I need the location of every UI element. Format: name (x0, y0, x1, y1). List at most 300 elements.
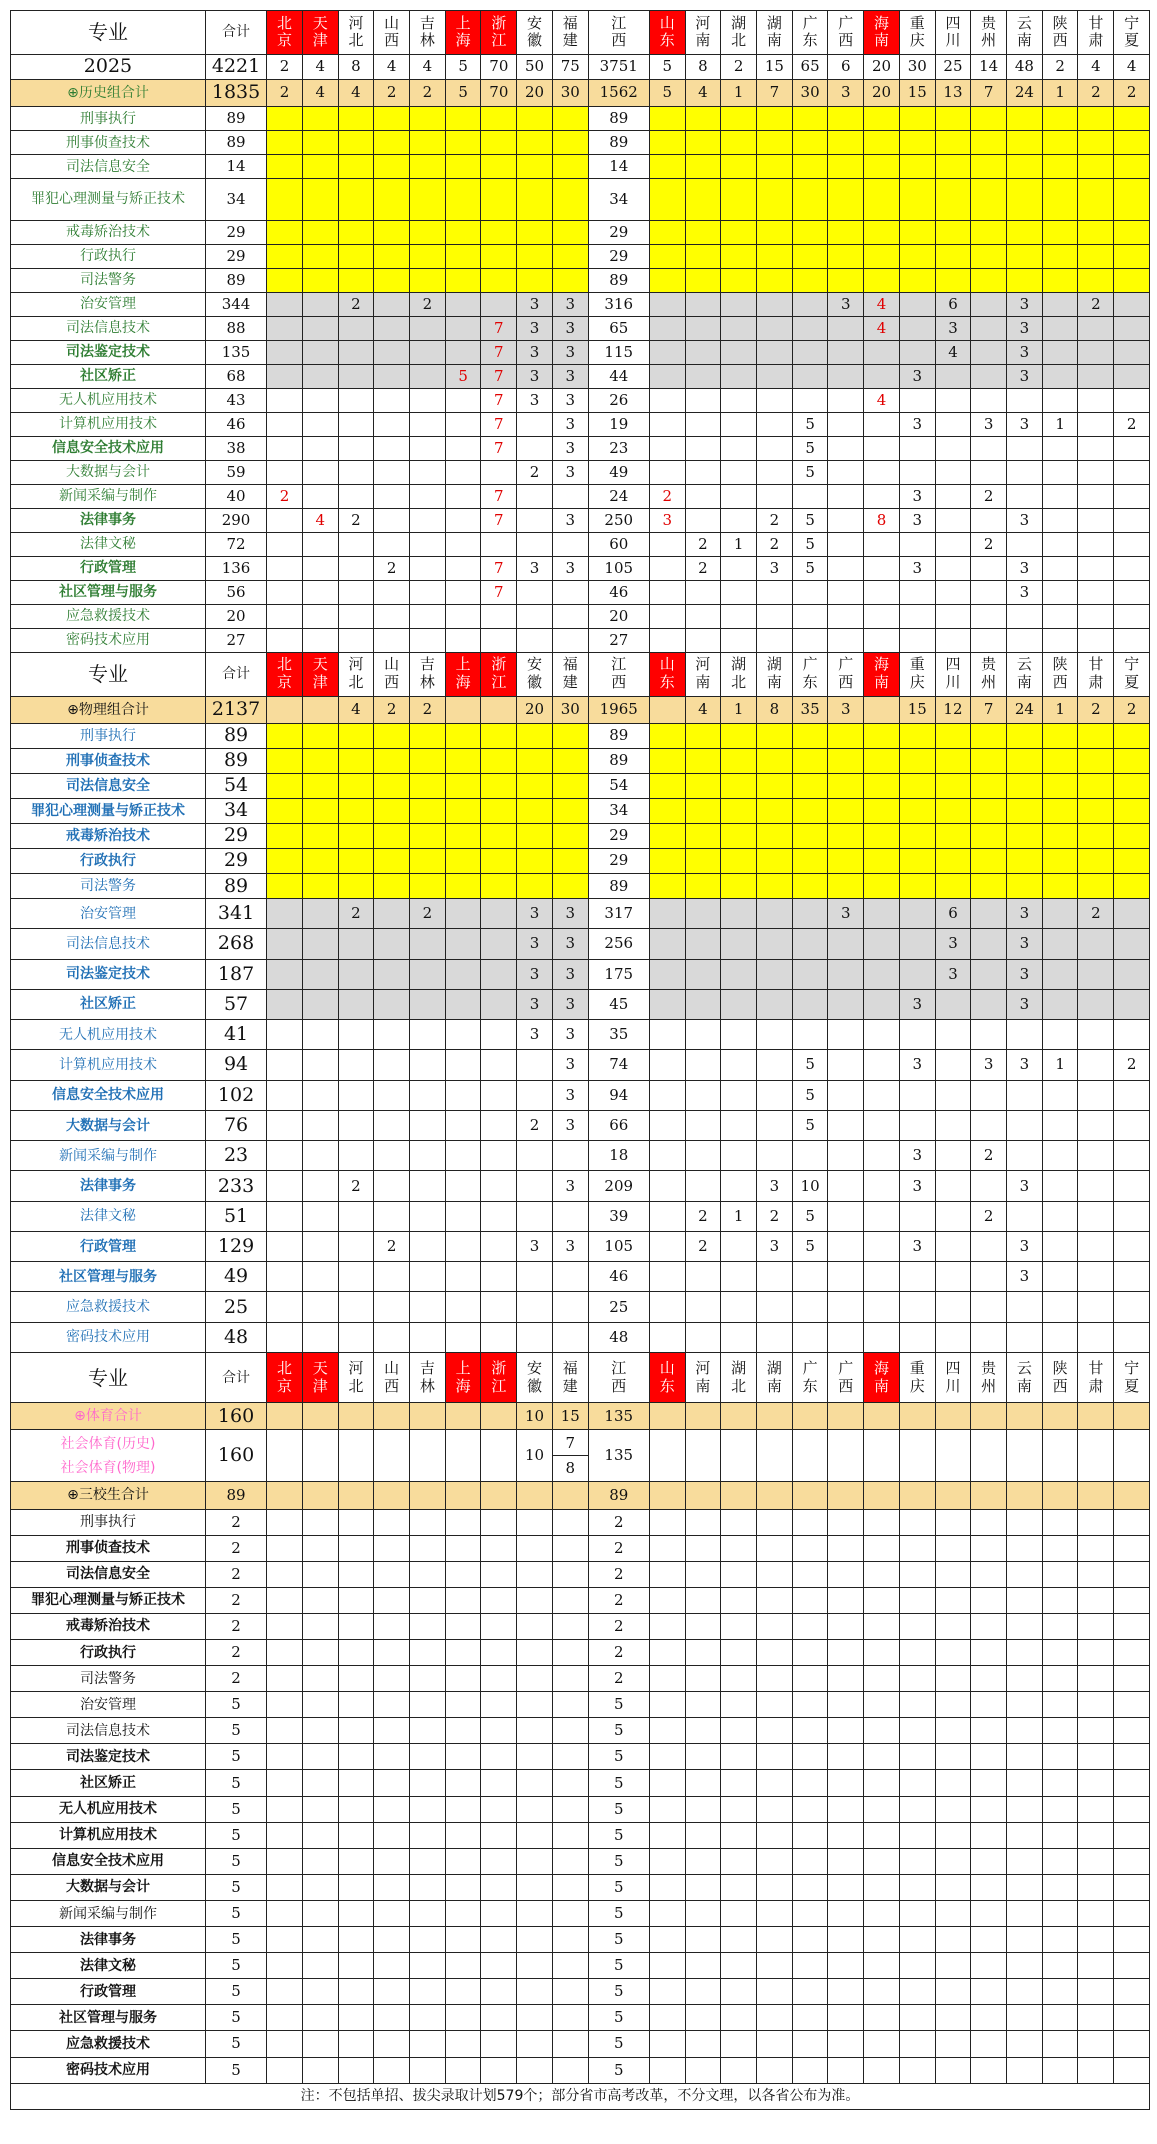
cell (267, 1587, 303, 1613)
cell (338, 1953, 374, 1979)
cell (1114, 1900, 1150, 1926)
cell (1042, 460, 1078, 484)
cell (1042, 604, 1078, 628)
cell (1042, 292, 1078, 316)
cell (971, 1900, 1007, 1926)
cell: 175 (588, 959, 649, 989)
cell (971, 1796, 1007, 1822)
cell: 29 (588, 244, 649, 268)
cell (1042, 1020, 1078, 1050)
cell (828, 580, 864, 604)
province-char: 上 (455, 655, 471, 674)
physics-row (11, 1110, 1150, 1140)
cell (935, 220, 971, 244)
cell (828, 155, 864, 179)
cell (1042, 2005, 1078, 2031)
physics-subtotal-label: ⊕物理组合计 (11, 696, 206, 723)
cell (267, 823, 303, 848)
cell (374, 929, 410, 959)
cell (935, 1050, 971, 1080)
province-char: 东 (659, 1376, 675, 1395)
cell (1078, 1822, 1114, 1848)
cell (1078, 1848, 1114, 1874)
cell (374, 1587, 410, 1613)
cell (445, 959, 481, 989)
cell (1007, 220, 1043, 244)
cell (899, 340, 935, 364)
cell (899, 244, 935, 268)
cell (1007, 484, 1043, 508)
cell (410, 1796, 446, 1822)
cell (267, 220, 303, 244)
major-total: 89 (205, 107, 266, 131)
cell (267, 748, 303, 773)
cell (721, 1587, 757, 1613)
province-char: 南 (1016, 1376, 1032, 1395)
cell (517, 628, 553, 652)
cell (721, 460, 757, 484)
cell (517, 155, 553, 179)
cell (757, 1430, 793, 1482)
cell (267, 1770, 303, 1796)
cell (445, 1927, 481, 1953)
province-char: 西 (838, 1376, 854, 1395)
cell (302, 2031, 338, 2057)
cell: 3 (1007, 340, 1043, 364)
major-name: 行政执行 (11, 848, 206, 873)
history-row (11, 268, 1150, 292)
cell: 3 (899, 1050, 935, 1080)
cell (721, 1322, 757, 1352)
cell (864, 1927, 900, 1953)
cell (338, 556, 374, 580)
major-name: 无人机应用技术 (11, 1796, 206, 1822)
cell (1078, 340, 1114, 364)
cell (1042, 316, 1078, 340)
cell (302, 364, 338, 388)
cell (721, 1692, 757, 1718)
cell (828, 823, 864, 848)
province-char: 吉 (419, 13, 435, 32)
cell (971, 1482, 1007, 1509)
province-char: 陕 (1052, 655, 1068, 674)
cell (1042, 873, 1078, 898)
cell (971, 1874, 1007, 1900)
cell (267, 179, 303, 221)
cell (445, 1020, 481, 1050)
province-header (685, 652, 721, 696)
cell (792, 268, 828, 292)
history-row (11, 292, 1150, 316)
province-header (935, 11, 971, 55)
province-char: 东 (802, 1376, 818, 1395)
cell (302, 1141, 338, 1171)
cell (685, 1796, 721, 1822)
cell (1114, 1231, 1150, 1261)
cell (445, 1231, 481, 1261)
cell (338, 179, 374, 221)
province-char: 西 (384, 31, 400, 50)
province-header (899, 11, 935, 55)
cell (445, 1718, 481, 1744)
cell: 5 (445, 79, 481, 106)
cell: 8 (757, 696, 793, 723)
cell: 3 (935, 316, 971, 340)
cell (410, 155, 446, 179)
cell (302, 1020, 338, 1050)
cell (864, 1692, 900, 1718)
cell: 26 (588, 388, 649, 412)
cell: 3 (1007, 1231, 1043, 1261)
cell (445, 1953, 481, 1979)
cell (267, 131, 303, 155)
cell (1114, 220, 1150, 244)
cell (374, 107, 410, 131)
history-row (11, 388, 1150, 412)
cell (757, 1322, 793, 1352)
major-name: 密码技术应用 (11, 1322, 206, 1352)
cell: 3 (899, 508, 935, 532)
cell (1114, 1927, 1150, 1953)
cell (1042, 1141, 1078, 1171)
cell: 5 (588, 2057, 649, 2083)
cell: 5 (792, 412, 828, 436)
province-header (792, 1353, 828, 1403)
cell (374, 1640, 410, 1666)
cell (338, 340, 374, 364)
major-total: 135 (205, 340, 266, 364)
cell (899, 155, 935, 179)
cell: 4 (410, 54, 446, 79)
cell: 105 (588, 1231, 649, 1261)
cell (828, 340, 864, 364)
cell: 5 (588, 1692, 649, 1718)
cell (899, 723, 935, 748)
cell: 3 (757, 556, 793, 580)
major-total: 5 (205, 2057, 266, 2083)
cell (302, 959, 338, 989)
province-char: 贵 (981, 1358, 997, 1377)
cell: 2 (588, 1666, 649, 1692)
province-char: 徽 (527, 673, 543, 692)
cell (864, 412, 900, 436)
major-name: 法律事务 (11, 1171, 206, 1201)
cell (410, 1231, 446, 1261)
cell (899, 316, 935, 340)
cell (828, 1848, 864, 1874)
cell (445, 508, 481, 532)
cell (1078, 1770, 1114, 1796)
province-char: 陕 (1052, 13, 1068, 32)
cell (302, 2005, 338, 2031)
cell (864, 1874, 900, 1900)
province-header (792, 11, 828, 55)
major-name: 计算机应用技术 (11, 1822, 206, 1848)
cell (374, 723, 410, 748)
cell (267, 364, 303, 388)
cell (267, 1613, 303, 1639)
cell (338, 364, 374, 388)
cell (935, 748, 971, 773)
province-char: 海 (874, 1358, 890, 1377)
cell (374, 1770, 410, 1796)
cell (1042, 1587, 1078, 1613)
cell (1114, 1292, 1150, 1322)
cell (1114, 484, 1150, 508)
cell (899, 748, 935, 773)
cell (685, 2005, 721, 2031)
cell (792, 959, 828, 989)
cell (864, 1292, 900, 1322)
cell: 89 (588, 268, 649, 292)
cell (410, 460, 446, 484)
cell (792, 1718, 828, 1744)
cell: 3 (1007, 316, 1043, 340)
cell: 1 (1042, 696, 1078, 723)
cell (685, 155, 721, 179)
cell (1078, 1482, 1114, 1509)
cell (685, 1482, 721, 1509)
major-total: 5 (205, 1953, 266, 1979)
cell (338, 2031, 374, 2057)
cell (302, 388, 338, 412)
province-char: 江 (611, 655, 627, 674)
enrollment-plan-table (10, 10, 1150, 2110)
cell (828, 1050, 864, 1080)
cell (481, 1718, 517, 1744)
cell (445, 292, 481, 316)
major-total: 129 (205, 1231, 266, 1261)
province-header (792, 652, 828, 696)
province-header (1114, 11, 1150, 55)
province-header (971, 652, 1007, 696)
major-name: 司法警务 (11, 873, 206, 898)
province-header (1114, 1353, 1150, 1403)
year-label: 2025 (11, 54, 206, 79)
social-sports-names (11, 1430, 206, 1482)
cell (899, 1613, 935, 1639)
cell (1042, 1979, 1078, 2005)
cell (552, 1692, 588, 1718)
cell (374, 1874, 410, 1900)
cell (302, 1848, 338, 1874)
cell (721, 1770, 757, 1796)
cell: 5 (792, 1231, 828, 1261)
cell (374, 1403, 410, 1430)
province-char: 山 (384, 13, 400, 32)
cell (552, 798, 588, 823)
sanxiao-row (11, 2005, 1150, 2031)
province-char: 西 (1052, 673, 1068, 692)
cell (481, 220, 517, 244)
cell (374, 1322, 410, 1352)
cell (899, 179, 935, 221)
cell (338, 773, 374, 798)
cell (267, 798, 303, 823)
cell (1078, 1110, 1114, 1140)
cell (481, 1666, 517, 1692)
cell (1042, 1744, 1078, 1770)
cell (721, 1171, 757, 1201)
physics-row (11, 873, 1150, 898)
cell (649, 1050, 685, 1080)
province-char: 西 (611, 31, 627, 50)
major-total: 88 (205, 316, 266, 340)
cell (935, 179, 971, 221)
cell (828, 1292, 864, 1322)
cell (828, 436, 864, 460)
cell (1007, 107, 1043, 131)
cell (971, 823, 1007, 848)
cell (1114, 723, 1150, 748)
cell (935, 1110, 971, 1140)
cell (267, 107, 303, 131)
cell (338, 848, 374, 873)
province-header (267, 652, 303, 696)
cell (828, 1927, 864, 1953)
cell (899, 2031, 935, 2057)
major-total: 5 (205, 1744, 266, 1770)
cell (721, 1848, 757, 1874)
cell (517, 1535, 553, 1561)
province-header (1078, 1353, 1114, 1403)
cell (721, 873, 757, 898)
cell (935, 989, 971, 1019)
cell (721, 580, 757, 604)
cell (649, 220, 685, 244)
cell (267, 556, 303, 580)
cell (649, 412, 685, 436)
cell (757, 1640, 793, 1666)
cell (721, 364, 757, 388)
major-header: 专业 (11, 1353, 206, 1403)
major-total: 290 (205, 508, 266, 532)
cell: 23 (588, 436, 649, 460)
cell (374, 2057, 410, 2083)
cell: 1 (721, 696, 757, 723)
cell (552, 1262, 588, 1292)
cell (445, 773, 481, 798)
cell (828, 1744, 864, 1770)
major-name: 治安管理 (11, 1692, 206, 1718)
major-total: 2 (205, 1613, 266, 1639)
cell (267, 155, 303, 179)
major-total: 2 (205, 1509, 266, 1535)
province-char: 海 (874, 13, 890, 32)
cell (899, 1322, 935, 1352)
cell (1114, 155, 1150, 179)
cell (1042, 1322, 1078, 1352)
cell (757, 989, 793, 1019)
cell (828, 1201, 864, 1231)
cell (828, 2031, 864, 2057)
cell: 89 (588, 723, 649, 748)
cell (1007, 1848, 1043, 1874)
cell (685, 1718, 721, 1744)
cell (757, 1535, 793, 1561)
cell (338, 316, 374, 340)
cell (1114, 2057, 1150, 2083)
province-char: 吉 (419, 1358, 435, 1377)
province-header (481, 652, 517, 696)
cell (792, 364, 828, 388)
province-char: 四 (945, 1358, 961, 1377)
cell (445, 1430, 481, 1482)
cell: 3 (552, 929, 588, 959)
cell (864, 1080, 900, 1110)
cell (1114, 823, 1150, 848)
cell (445, 723, 481, 748)
cell (1007, 1292, 1043, 1322)
cell: 2 (1042, 54, 1078, 79)
cell (410, 1874, 446, 1900)
cell (552, 823, 588, 848)
province-char: 津 (312, 31, 328, 50)
cell (721, 556, 757, 580)
major-total: 5 (205, 1822, 266, 1848)
cell: 3 (828, 79, 864, 106)
cell (517, 1640, 553, 1666)
cell: 3 (1007, 929, 1043, 959)
cell (302, 1080, 338, 1110)
cell: 14 (971, 54, 1007, 79)
cell (828, 1822, 864, 1848)
major-total: 89 (205, 748, 266, 773)
history-row (11, 364, 1150, 388)
cell (721, 773, 757, 798)
cell (445, 1666, 481, 1692)
province-char: 西 (1052, 31, 1068, 50)
cell (649, 1322, 685, 1352)
note-row (11, 2083, 1150, 2109)
cell (721, 1979, 757, 2005)
cell (792, 484, 828, 508)
cell (685, 1900, 721, 1926)
cell (792, 316, 828, 340)
cell (445, 1292, 481, 1322)
cell (517, 1262, 553, 1292)
cell (864, 1640, 900, 1666)
cell (864, 798, 900, 823)
cell (685, 1430, 721, 1482)
province-char: 东 (659, 31, 675, 50)
cell (338, 1020, 374, 1050)
cell (338, 1141, 374, 1171)
province-header-row (11, 11, 1150, 55)
cell (828, 1110, 864, 1140)
cell (971, 1231, 1007, 1261)
major-total: 29 (205, 823, 266, 848)
cell (1078, 1430, 1114, 1482)
cell (1078, 1561, 1114, 1587)
cell (1114, 1110, 1150, 1140)
cell (828, 1262, 864, 1292)
cell (828, 1692, 864, 1718)
cell (481, 1509, 517, 1535)
cell (899, 2005, 935, 2031)
cell (445, 2031, 481, 2057)
cell (481, 873, 517, 898)
major-name: 司法信息安全 (11, 1561, 206, 1587)
cell (649, 1640, 685, 1666)
major-name: 社区矫正 (11, 989, 206, 1019)
cell (374, 604, 410, 628)
major-total: 29 (205, 244, 266, 268)
cell: 70 (481, 79, 517, 106)
cell: 3751 (588, 54, 649, 79)
cell (410, 1050, 446, 1080)
cell (721, 316, 757, 340)
